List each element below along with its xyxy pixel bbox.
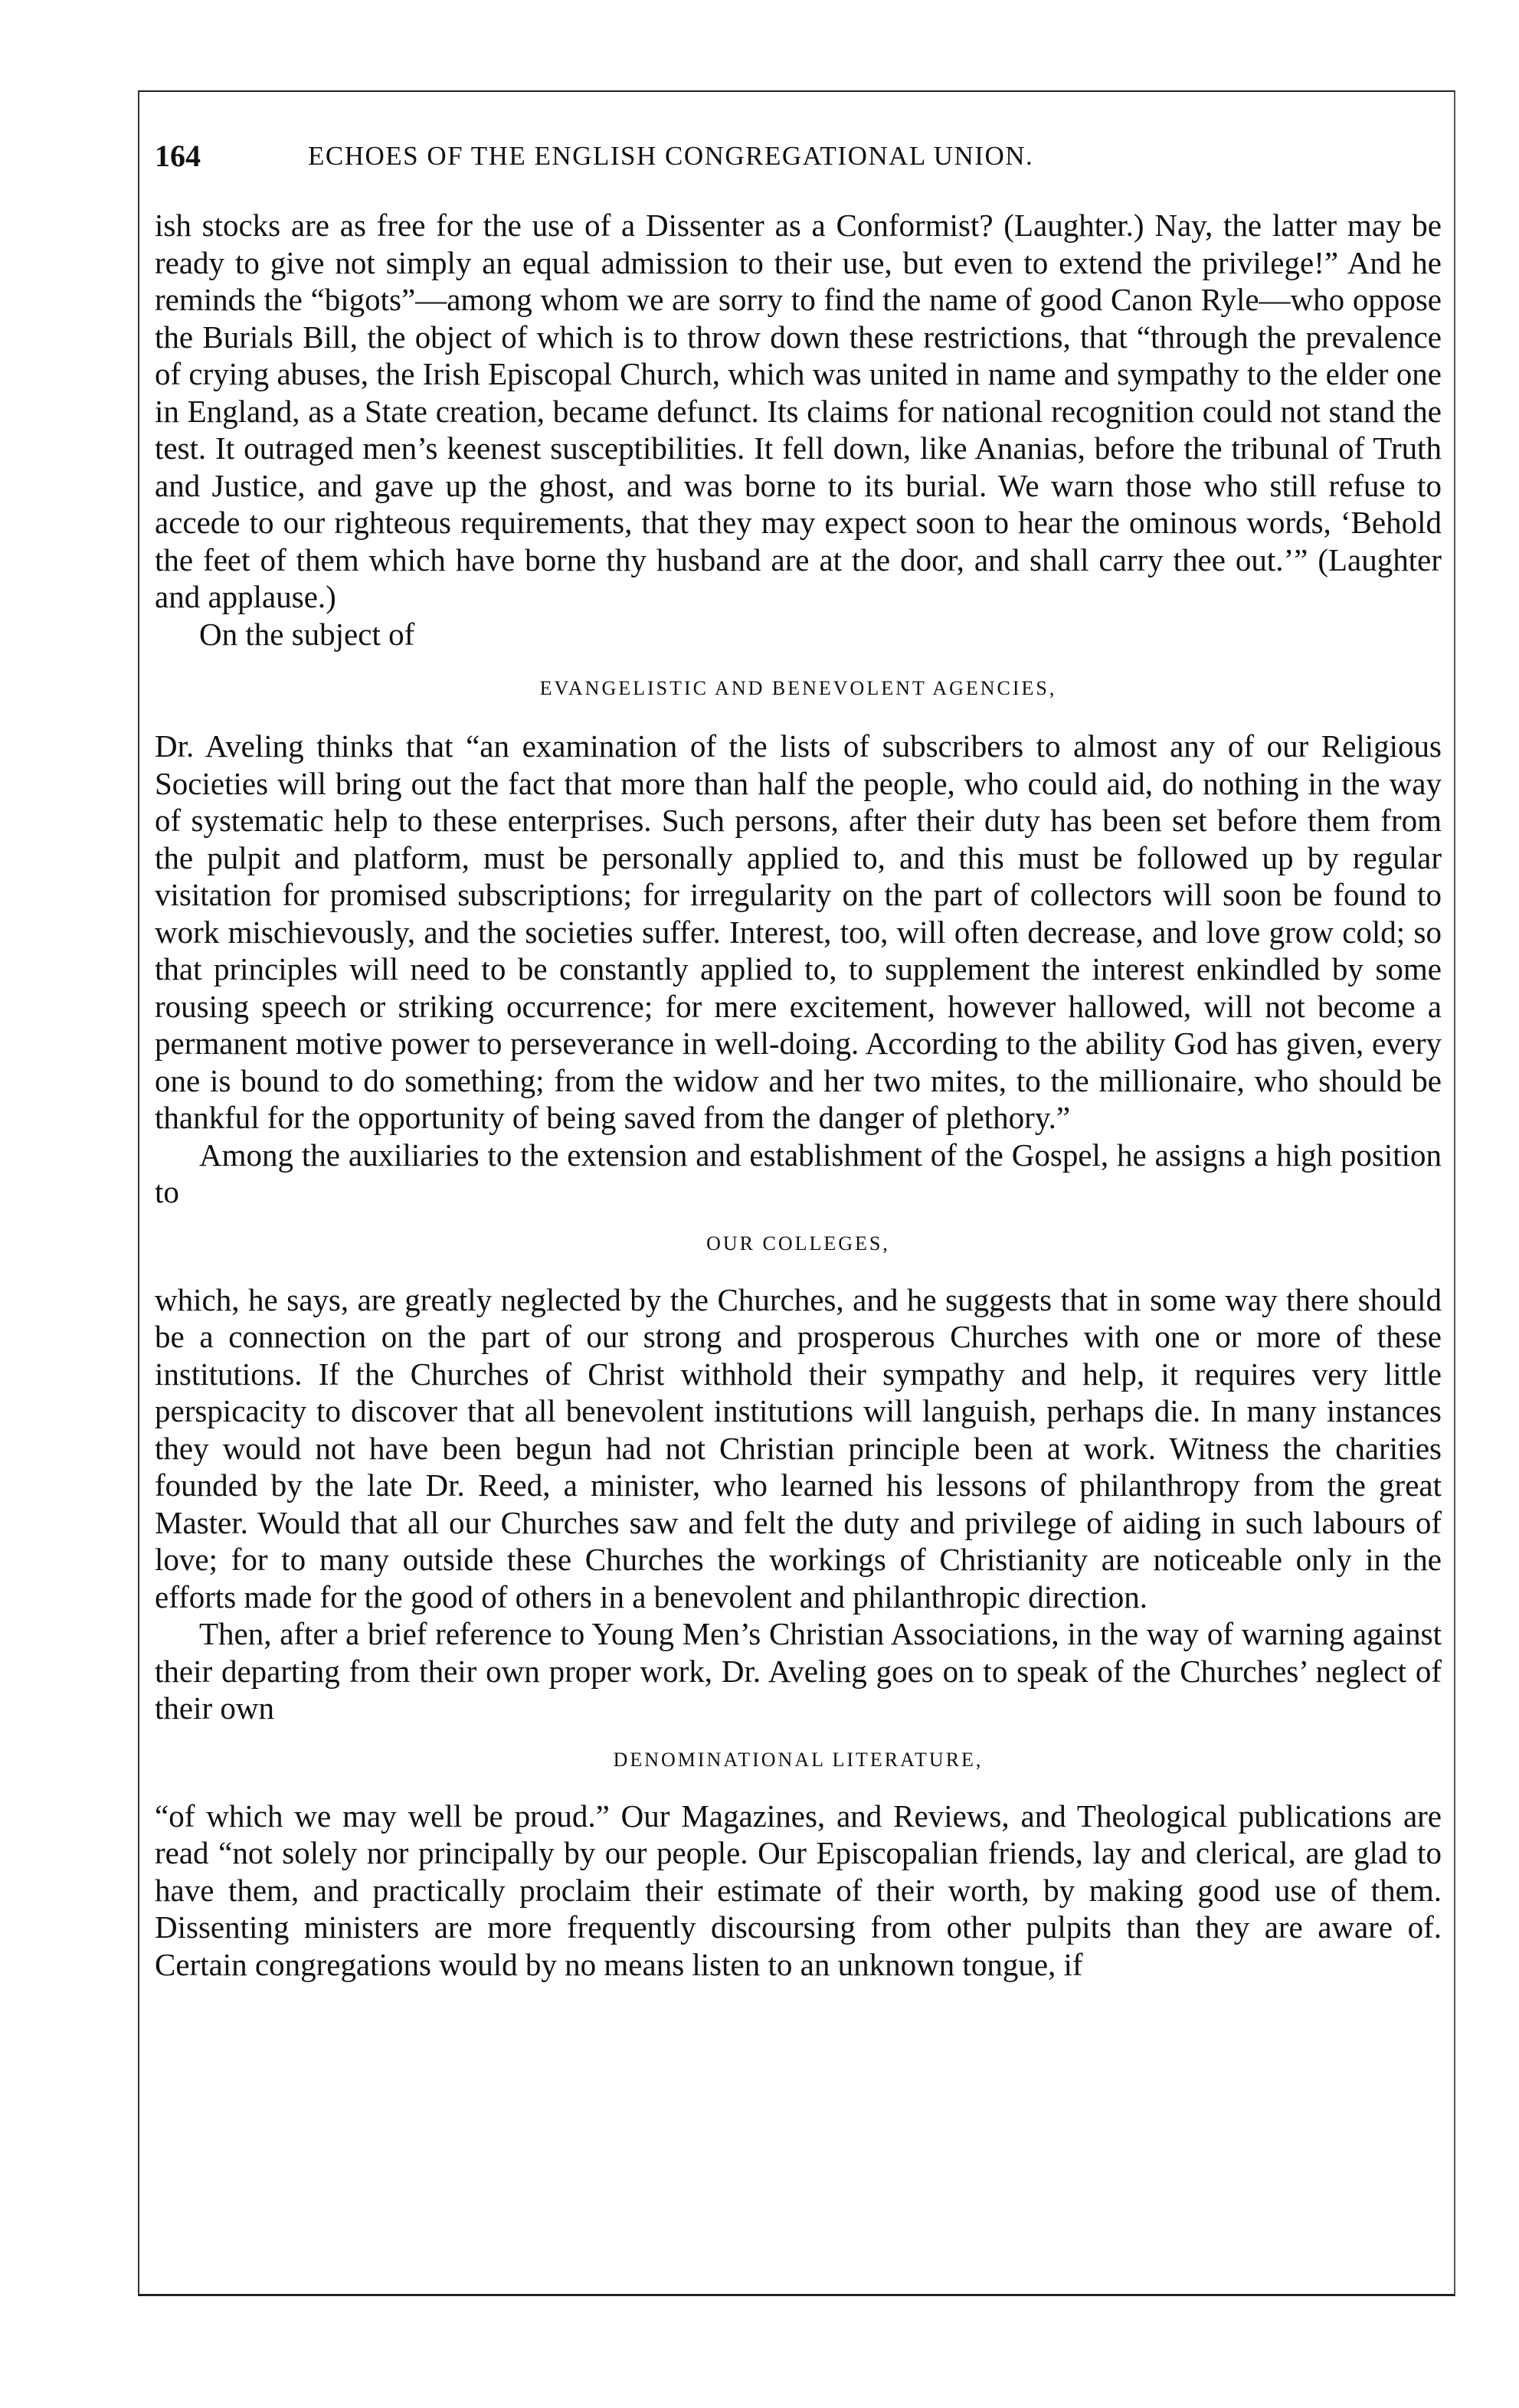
- section-heading-literature: DENOMINATIONAL LITERATURE,: [613, 1748, 984, 1771]
- paragraph-auxiliaries: Among the auxiliaries to the extension and establishment of the Gospel, he assigns a high position to: [155, 1137, 1442, 1209]
- paragraph-ymca: Then, after a brief reference to Young Men’s Christian Associations, in the way of warning against their departing from their own proper work, Dr. Aveling goes on to speak of the Churches’ neglect of their own: [155, 1616, 1442, 1726]
- section-heading-evangelistic: EVANGELISTIC AND BENEVOLENT AGENCIES,: [539, 677, 1057, 699]
- running-title: ECHOES OF THE ENGLISH CONGREGATIONAL UNION.: [308, 141, 1034, 171]
- page-header: [155, 138, 1442, 184]
- page-number: 164: [155, 139, 201, 173]
- section-heading-colleges: OUR COLLEGES,: [706, 1232, 890, 1255]
- paragraph-evangelistic: Dr. Aveling thinks that “an examination of the lists of subscribers to almost any of our Religious Societies will bring out the fact that more than half the people, who could aid, do nothing in the way of systematic help to these enterprises. Such persons, after their duty has been set before them from the pulpit and platform, must be personally applied to, and this must be followed up by regular visitation for promised subscriptions; for irregularity on the part of collectors will soon be found to work mischievously, and the societies suffer. Interest, too, will often decrease, and love grow cold; so that principles will need to be constantly applied to, to supplement the interest enkindled by some rousing speech or striking occurrence; for mere excitement, however hallowed, will not become a permanent motive power to perseverance in well-doing. According to the ability God has given, every one is bound to do something; from the widow and her two mites, to the millionaire, who should be thankful for the opportunity of being saved from the danger of plethory.”: [155, 728, 1442, 1135]
- page-frame: [138, 90, 1455, 2296]
- page-body: [155, 207, 1442, 1983]
- paragraph-literature: “of which we may well be proud.” Our Magazines, and Reviews, and Theological publications are read “not solely nor principally by our people. Our Episcopalian friends, lay and clerical, are glad to have them, and practically proclaim their estimate of their worth, by making good use of them. Dissenting ministers are more frequently discoursing from other pulpits than they are aware of. Certain congregations would by no means listen to an unknown tongue, if: [155, 1798, 1442, 1982]
- paragraph-burials-bill: ish stocks are as free for the use of a Dissenter as a Conformist? (Laughter.) Nay, the latter may be ready to give not simply an equal admission to their use, but even to extend the privilege!” And he reminds the “bigots”—among whom we are sorry to find the name of good Canon Ryle—who oppose the Burials Bill, the object of which is to throw down these restrictions, that “through the prevalence of crying abuses, the Irish Episcopal Church, which was united in name and sympathy to the elder one in England, as a State creation, became defunct. Its claims for national recognition could not stand the test. It outraged men’s keenest susceptibilities. It fell down, like Ananias, before the tribunal of Truth and Justice, and gave up the ghost, and was borne to its burial. We warn those who still refuse to accede to our righteous requirements, that they may expect soon to hear the ominous words, ‘Behold the feet of them which have borne thy husband are at the door, and shall carry thee out.’” (Laughter and applause.): [155, 208, 1442, 614]
- paragraph-subject-intro: On the subject of: [199, 616, 415, 652]
- paragraph-colleges: which, he says, are greatly neglected by the Churches, and he suggests that in some way there should be a connection on the part of our strong and prosperous Churches with one or more of these institutions. If the Churches of Christ withhold their sympathy and help, it requires very little perspicacity to discover that all benevolent institutions will languish, perhaps die. In many instances they would not have been begun had not Christian principle been at work. Witness the charities founded by the late Dr. Reed, a minister, who learned his lessons of philanthropy from the great Master. Would that all our Churches saw and felt the duty and privilege of aiding in such labours of love; for to many outside these Churches the workings of Christianity are noticeable only in the efforts made for the good of others in a benevolent and philanthropic direction.: [155, 1281, 1442, 1615]
